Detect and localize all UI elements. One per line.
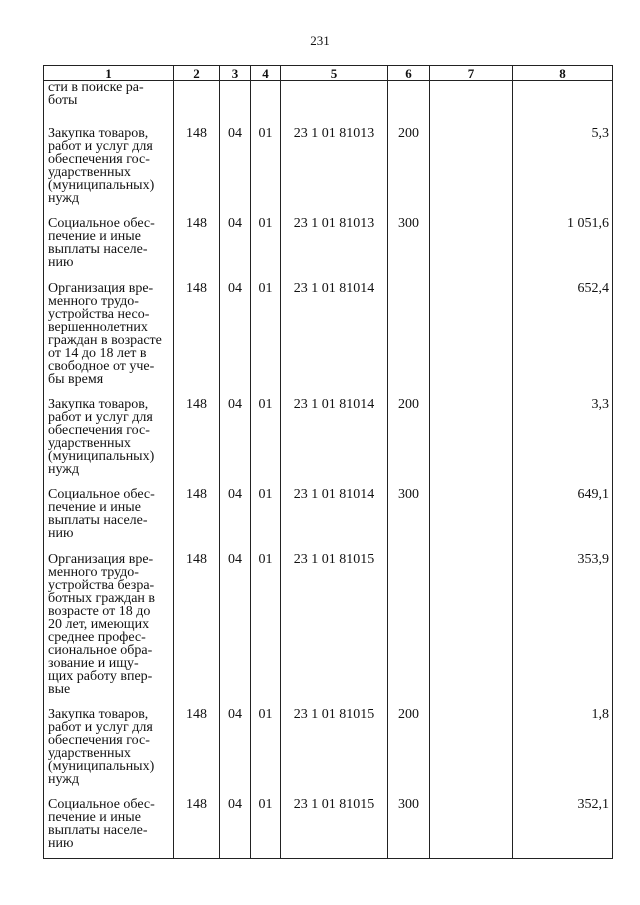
item-name-line: ударственных	[48, 746, 131, 761]
item-name-line: Социальное обес-	[48, 797, 155, 812]
subsection-cell: 01	[251, 398, 281, 488]
amount-cell	[513, 81, 613, 128]
column-header-3: 3	[220, 66, 251, 81]
target-article-cell: 23 1 01 81014	[281, 282, 388, 398]
item-name-line: обеспечения гос-	[48, 152, 150, 167]
amount-cell: 5,3	[513, 127, 613, 217]
item-name-line: возрасте от 18 до	[48, 604, 151, 619]
target-article-cell: 23 1 01 81013	[281, 127, 388, 217]
item-name-line: ударственных	[48, 436, 131, 451]
section-cell: 04	[220, 127, 251, 217]
table-row	[44, 81, 613, 128]
item-name-line: вые	[48, 682, 71, 697]
item-name-line: устройства безра-	[48, 578, 155, 593]
code-cell: 148	[174, 282, 220, 398]
expense-type-cell: 200	[388, 708, 430, 798]
item-name-line: менного трудо-	[48, 565, 139, 580]
item-name-line: щих работу впер-	[48, 669, 153, 684]
column-header-2: 2	[174, 66, 220, 81]
budget-table	[43, 65, 613, 859]
expense-type-cell: 300	[388, 798, 430, 859]
expense-type-cell: 300	[388, 217, 430, 282]
item-name-line: сиональное обра-	[48, 643, 153, 658]
item-name-cell	[44, 398, 174, 488]
item-name-line: нужд	[48, 191, 80, 206]
item-name-line: среднее профес-	[48, 630, 146, 645]
item-name-line: печение и иные	[48, 229, 141, 244]
item-name-line: (муниципальных)	[48, 449, 155, 464]
column-7-cell	[430, 217, 513, 282]
page-number: 231	[310, 33, 330, 48]
item-name-cell	[44, 708, 174, 798]
column-7-cell	[430, 282, 513, 398]
column-7-cell	[430, 708, 513, 798]
item-name-line: выплаты населе-	[48, 513, 148, 528]
expense-type-cell	[388, 553, 430, 708]
target-article-cell: 23 1 01 81014	[281, 488, 388, 553]
section-cell	[220, 81, 251, 128]
item-name-line: (муниципальных)	[48, 178, 155, 193]
table-row	[44, 553, 613, 708]
table-body	[44, 81, 613, 859]
subsection-cell: 01	[251, 127, 281, 217]
column-7-cell	[430, 398, 513, 488]
column-7-cell	[430, 798, 513, 859]
column-7-cell	[430, 488, 513, 553]
section-cell: 04	[220, 488, 251, 553]
target-article-cell: 23 1 01 81015	[281, 708, 388, 798]
code-cell: 148	[174, 217, 220, 282]
item-name-line: сти в поиске ра-	[48, 80, 144, 95]
amount-cell: 649,1	[513, 488, 613, 553]
item-name-line: 20 лет, имеющих	[48, 617, 150, 632]
item-name-cell	[44, 553, 174, 708]
amount-cell: 352,1	[513, 798, 613, 859]
code-cell	[174, 81, 220, 128]
expense-type-cell	[388, 81, 430, 128]
item-name-cell	[44, 81, 174, 128]
subsection-cell: 01	[251, 798, 281, 859]
table-row	[44, 798, 613, 859]
section-cell: 04	[220, 798, 251, 859]
expense-type-cell: 200	[388, 398, 430, 488]
code-cell: 148	[174, 127, 220, 217]
subsection-cell: 01	[251, 553, 281, 708]
item-name-line: нию	[48, 526, 74, 541]
header-row	[44, 66, 613, 81]
item-name-line: печение и иные	[48, 500, 141, 515]
column-header-4: 4	[251, 66, 281, 81]
target-article-cell: 23 1 01 81015	[281, 553, 388, 708]
table-row	[44, 398, 613, 488]
item-name-line: от 14 до 18 лет в	[48, 346, 147, 361]
subsection-cell: 01	[251, 282, 281, 398]
subsection-cell: 01	[251, 708, 281, 798]
code-cell: 148	[174, 708, 220, 798]
item-name-line: нужд	[48, 462, 80, 477]
expense-type-cell: 300	[388, 488, 430, 553]
column-header-8: 8	[513, 66, 613, 81]
target-article-cell: 23 1 01 81015	[281, 798, 388, 859]
section-cell: 04	[220, 217, 251, 282]
code-cell: 148	[174, 488, 220, 553]
code-cell: 148	[174, 798, 220, 859]
column-7-cell	[430, 553, 513, 708]
item-name-line: ботных граждан в	[48, 591, 156, 606]
item-name-line: вершеннолетних	[48, 320, 148, 335]
section-cell: 04	[220, 708, 251, 798]
amount-cell: 353,9	[513, 553, 613, 708]
section-cell: 04	[220, 282, 251, 398]
column-header-5: 5	[281, 66, 388, 81]
target-article-cell: 23 1 01 81013	[281, 217, 388, 282]
amount-cell: 1,8	[513, 708, 613, 798]
item-name-line: (муниципальных)	[48, 759, 155, 774]
subsection-cell	[251, 81, 281, 128]
item-name-line: менного трудо-	[48, 294, 139, 309]
amount-cell: 3,3	[513, 398, 613, 488]
target-article-cell: 23 1 01 81014	[281, 398, 388, 488]
subsection-cell: 01	[251, 488, 281, 553]
item-name-line: Социальное обес-	[48, 216, 155, 231]
item-name-line: бы время	[48, 372, 104, 387]
table-row	[44, 282, 613, 398]
item-name-line: боты	[48, 93, 78, 108]
item-name-line: работ и услуг для	[48, 720, 153, 735]
code-cell: 148	[174, 398, 220, 488]
item-name-line: нужд	[48, 772, 80, 787]
item-name-line: зование и ищу-	[48, 656, 139, 671]
item-name-cell	[44, 798, 174, 859]
section-cell: 04	[220, 553, 251, 708]
column-header-1: 1	[44, 66, 174, 81]
item-name-line: свободное от уче-	[48, 359, 155, 374]
column-7-cell	[430, 127, 513, 217]
item-name-line: работ и услуг для	[48, 410, 153, 425]
target-article-cell	[281, 81, 388, 128]
item-name-line: печение и иные	[48, 810, 141, 825]
column-header-6: 6	[388, 66, 430, 81]
item-name-line: Организация вре-	[48, 281, 154, 296]
expense-type-cell: 200	[388, 127, 430, 217]
item-name-cell	[44, 488, 174, 553]
item-name-line: ударственных	[48, 165, 131, 180]
item-name-line: Организация вре-	[48, 552, 154, 567]
item-name-line: устройства несо-	[48, 307, 150, 322]
amount-cell: 652,4	[513, 282, 613, 398]
table-row	[44, 708, 613, 798]
item-name-line: нию	[48, 836, 74, 851]
amount-cell: 1 051,6	[513, 217, 613, 282]
column-7-cell	[430, 81, 513, 128]
item-name-line: выплаты населе-	[48, 242, 148, 257]
item-name-cell	[44, 282, 174, 398]
section-cell: 04	[220, 398, 251, 488]
table-row	[44, 217, 613, 282]
item-name-line: граждан в возрасте	[48, 333, 162, 348]
expense-type-cell	[388, 282, 430, 398]
item-name-cell	[44, 217, 174, 282]
subsection-cell: 01	[251, 217, 281, 282]
item-name-line: Социальное обес-	[48, 487, 155, 502]
item-name-line: Закупка товаров,	[48, 397, 149, 412]
item-name-line: Закупка товаров,	[48, 707, 149, 722]
column-header-7: 7	[430, 66, 513, 81]
item-name-line: Закупка товаров,	[48, 126, 149, 141]
table-row	[44, 488, 613, 553]
item-name-line: нию	[48, 255, 74, 270]
code-cell: 148	[174, 553, 220, 708]
item-name-line: выплаты населе-	[48, 823, 148, 838]
item-name-line: обеспечения гос-	[48, 733, 150, 748]
table-row	[44, 127, 613, 217]
item-name-cell	[44, 127, 174, 217]
item-name-line: работ и услуг для	[48, 139, 153, 154]
item-name-line: обеспечения гос-	[48, 423, 150, 438]
